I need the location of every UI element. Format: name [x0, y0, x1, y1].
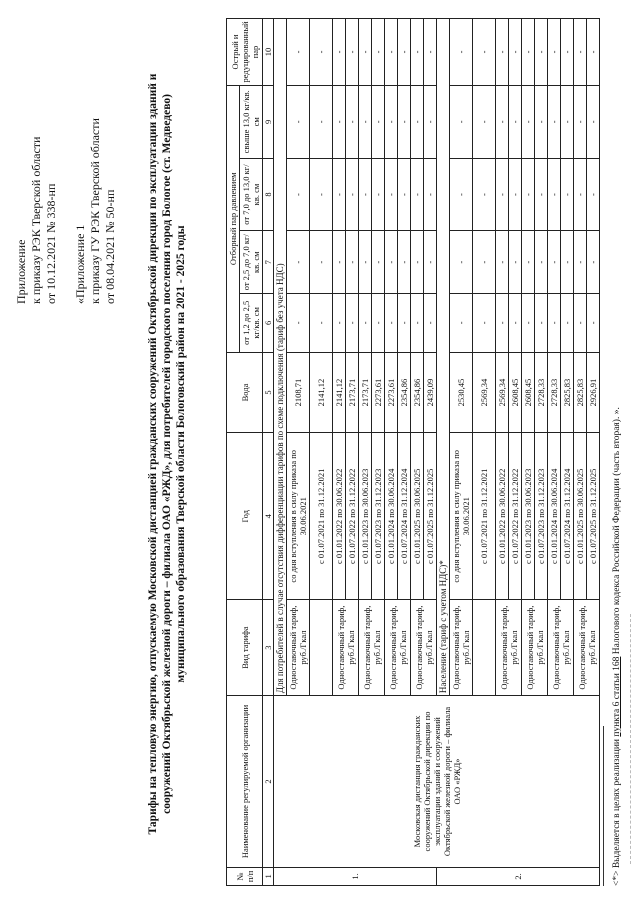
steam-value: - — [359, 85, 372, 158]
period-cell: с 01.07.2021 по 31.12.2021 — [473, 433, 496, 600]
steam-value: - — [372, 231, 385, 294]
water-value: 2608,45 — [522, 352, 535, 433]
steam-value: - — [346, 231, 359, 294]
col-number: 1 — [263, 867, 274, 885]
steam-value: - — [385, 231, 398, 294]
steam-value: - — [287, 294, 310, 353]
steam-value: - — [587, 85, 600, 158]
steam-value: - — [587, 158, 600, 231]
section-row — [274, 19, 287, 886]
column-number-row — [263, 19, 274, 886]
steam-value: - — [574, 19, 587, 86]
col-number: 7 — [263, 231, 274, 294]
steam-value: - — [411, 85, 424, 158]
steam-value: - — [574, 85, 587, 158]
steam-value: - — [574, 158, 587, 231]
water-value: 2173,71 — [346, 352, 359, 433]
steam-value: - — [310, 231, 333, 294]
steam-value: - — [496, 231, 509, 294]
water-value: 2608,45 — [509, 352, 522, 433]
steam-value: - — [372, 19, 385, 86]
steam-value: - — [450, 19, 473, 86]
steam-value: - — [333, 294, 346, 353]
steam-value: - — [574, 294, 587, 353]
water-value: 2530,45 — [450, 352, 473, 433]
water-value: 2926,91 — [587, 352, 600, 433]
steam-value: - — [496, 85, 509, 158]
steam-value: - — [509, 85, 522, 158]
col-header-p3: от 7,0 до 13,0 кг/кв. см — [240, 158, 263, 231]
steam-value: - — [535, 158, 548, 231]
water-value: 2273,61 — [372, 352, 385, 433]
steam-value: - — [548, 19, 561, 86]
steam-value: - — [535, 294, 548, 353]
col-number: 8 — [263, 158, 274, 231]
footnote-prefix: <*> Выделяется в целях реализации — [612, 736, 622, 886]
water-value: 2439,09 — [424, 352, 437, 433]
row-number: 1. — [274, 867, 437, 885]
organization-name: Московская дистанция гражданских сооружений Октябрьской дирекции по эксплуатации зданий и сооружений Октябрьской железной дороги – филиала ОАО «РЖД» — [274, 696, 600, 868]
water-value: 2569,34 — [496, 352, 509, 433]
steam-value: - — [587, 231, 600, 294]
steam-value: - — [509, 19, 522, 86]
period-cell: с 01.07.2023 по 31.12.2023 — [372, 433, 385, 600]
steam-value: - — [473, 158, 496, 231]
period-cell: со дня вступления в силу приказа по 30.06.2021 — [450, 433, 473, 600]
steam-value: - — [372, 294, 385, 353]
steam-value: - — [587, 19, 600, 86]
steam-value: - — [522, 231, 535, 294]
approval-header — [14, 44, 118, 304]
steam-value: - — [548, 231, 561, 294]
steam-value: - — [561, 294, 574, 353]
steam-value: - — [346, 294, 359, 353]
col-header-p1: от 1,2 до 2,5 кг/кв. см — [240, 294, 263, 353]
steam-value: - — [509, 294, 522, 353]
steam-value: - — [548, 85, 561, 158]
steam-value: - — [561, 231, 574, 294]
steam-value: - — [346, 85, 359, 158]
header-line: к приказу РЭК Тверской области — [29, 136, 43, 304]
steam-value: - — [411, 158, 424, 231]
section-label: Для потребителей в случае отсутствия дифференциации тарифов по схеме подключения (тариф без учета НДС) — [274, 19, 287, 696]
steam-value: - — [287, 19, 310, 86]
period-cell: с 01.01.2024 по 30.06.2024 — [385, 433, 398, 600]
steam-value: - — [385, 294, 398, 353]
period-cell: с 01.07.2025 по 31.12.2025 — [424, 433, 437, 600]
col-number: 6 — [263, 294, 274, 353]
steam-value: - — [310, 294, 333, 353]
footnote — [612, 407, 622, 886]
period-cell: с 01.07.2021 по 31.12.2021 — [310, 433, 333, 600]
tariff-type: Одноставочный тариф, руб./Гкал — [450, 600, 473, 696]
steam-value: - — [574, 231, 587, 294]
steam-value: - — [509, 158, 522, 231]
water-value: 2173,71 — [359, 352, 372, 433]
steam-value: - — [310, 19, 333, 86]
period-cell: с 01.07.2024 по 31.12.2024 — [398, 433, 411, 600]
header-line: «Приложение 1 — [73, 224, 87, 304]
steam-value: - — [385, 19, 398, 86]
water-value: 2728,33 — [535, 352, 548, 433]
steam-value: - — [535, 85, 548, 158]
steam-value: - — [424, 19, 437, 86]
steam-value: - — [473, 85, 496, 158]
steam-value: - — [398, 294, 411, 353]
steam-value: - — [587, 294, 600, 353]
header-line: Приложение — [14, 239, 28, 304]
period-cell: с 01.01.2022 по 30.06.2022 — [333, 433, 346, 600]
col-number: 10 — [263, 19, 274, 86]
steam-value: - — [496, 19, 509, 86]
footnote-divider — [603, 726, 604, 886]
period-cell: с 01.01.2023 по 30.06.2023 — [359, 433, 372, 600]
period-cell: с 01.01.2025 по 30.06.2025 — [411, 433, 424, 600]
col-header-water: Вода — [227, 352, 263, 433]
steam-value: - — [522, 158, 535, 231]
water-value: 2273,61 — [385, 352, 398, 433]
header-line: к приказу ГУ РЭК Тверской области — [88, 118, 102, 304]
steam-value: - — [333, 158, 346, 231]
title-line: сооружений Октябрьской железной дороги – филиала ОАО «РЖД», для потребителей городского поселения город Бологое (ст. Медведево) — [161, 94, 173, 814]
steam-value: - — [522, 85, 535, 158]
header-row — [227, 19, 240, 886]
steam-value: - — [473, 231, 496, 294]
steam-value: - — [548, 294, 561, 353]
steam-value: - — [385, 158, 398, 231]
col-header-p2: от 2,5 до 7,0 кг/кв. см — [240, 231, 263, 294]
period-cell: с 01.07.2022 по 31.12.2022 — [509, 433, 522, 600]
steam-value: - — [372, 85, 385, 158]
steam-value: - — [359, 158, 372, 231]
steam-value: - — [496, 294, 509, 353]
col-header-org: Наименование регулируемой организации — [227, 696, 263, 868]
water-value: 2108,71 — [287, 352, 310, 433]
steam-value: - — [372, 158, 385, 231]
period-cell: с 01.01.2025 по 30.06.2025 — [574, 433, 587, 600]
period-cell: с 01.07.2023 по 31.12.2023 — [535, 433, 548, 600]
steam-value: - — [509, 231, 522, 294]
tariff-type: Одноставочный тариф, руб./Гкал — [522, 600, 548, 696]
title-line: муниципального образования Тверской области Бологовский район на 2021 - 2025 годы — [175, 225, 187, 683]
steam-value: - — [548, 158, 561, 231]
steam-value: - — [535, 19, 548, 86]
period-cell: со дня вступления в силу приказа по 30.06.2021 — [287, 433, 310, 600]
period-cell: с 01.07.2024 по 31.12.2024 — [561, 433, 574, 600]
steam-value: - — [359, 19, 372, 86]
period-cell: с 01.01.2024 по 30.06.2024 — [548, 433, 561, 600]
steam-value: - — [333, 85, 346, 158]
steam-value: - — [398, 158, 411, 231]
steam-value: - — [287, 231, 310, 294]
scan-artifact-line — [630, 614, 631, 864]
header-line: от 08.04.2021 № 50-нп — [103, 189, 117, 304]
steam-value: - — [424, 294, 437, 353]
steam-value: - — [473, 19, 496, 86]
steam-value: - — [522, 19, 535, 86]
steam-value: - — [398, 19, 411, 86]
col-number: 2 — [263, 696, 274, 868]
steam-value: - — [411, 19, 424, 86]
steam-value: - — [310, 85, 333, 158]
col-header-sharp: Острый и редуцированный пар — [227, 19, 263, 86]
tariff-type: Одноставочный тариф, руб./Гкал — [385, 600, 411, 696]
water-value: 2728,33 — [548, 352, 561, 433]
steam-value: - — [450, 231, 473, 294]
steam-value: - — [424, 231, 437, 294]
period-cell: с 01.01.2023 по 30.06.2023 — [522, 433, 535, 600]
col-header-steam: Отборный пар давлением — [227, 85, 240, 352]
tariff-type: Одноставочный тариф, руб./Гкал — [333, 600, 359, 696]
header-line: от 10.12.2021 № 338-нп — [44, 183, 58, 304]
col-header-num: № п/п — [227, 867, 263, 885]
steam-value: - — [411, 231, 424, 294]
col-number: 3 — [263, 600, 274, 696]
steam-value: - — [398, 231, 411, 294]
steam-value: - — [561, 19, 574, 86]
steam-value: - — [561, 85, 574, 158]
steam-value: - — [450, 85, 473, 158]
water-value: 2354,86 — [398, 352, 411, 433]
col-number: 9 — [263, 85, 274, 158]
steam-value: - — [473, 294, 496, 353]
steam-value: - — [561, 158, 574, 231]
col-number: 4 — [263, 433, 274, 600]
tariff-type: Одноставочный тариф, руб./Гкал — [548, 600, 574, 696]
col-header-type: Вид тарифа — [227, 600, 263, 696]
steam-value: - — [346, 158, 359, 231]
section-label: Население (тариф с учетом НДС)* — [437, 19, 450, 696]
tariff-type: Одноставочный тариф, руб./Гкал — [496, 600, 522, 696]
row-number: 2. — [437, 867, 600, 885]
steam-value: - — [385, 85, 398, 158]
water-value: 2141,12 — [333, 352, 346, 433]
steam-value: - — [333, 19, 346, 86]
steam-value: - — [287, 158, 310, 231]
steam-value: - — [346, 19, 359, 86]
steam-value: - — [411, 294, 424, 353]
water-value: 2825,83 — [574, 352, 587, 433]
footnote-suffix: Налогового кодекса Российской Федерации (часть вторая). ». — [612, 407, 622, 657]
tariff-type: Одноставочный тариф, руб./Гкал — [359, 600, 385, 696]
steam-value: - — [450, 158, 473, 231]
col-header-p4: свыше 13,0 кг/кв. см — [240, 85, 263, 158]
water-value: 2825,83 — [561, 352, 574, 433]
title-line: Тарифы на тепловую энергию, отпускаемую Московской дистанцией гражданских сооружений Октябрьской дирекции по эксплуатации зданий и — [147, 73, 159, 835]
period-cell: с 01.07.2025 по 31.12.2025 — [587, 433, 600, 600]
period-cell: с 01.07.2022 по 31.12.2022 — [346, 433, 359, 600]
steam-value: - — [398, 85, 411, 158]
steam-value: - — [424, 85, 437, 158]
tariff-type: Одноставочный тариф, руб./Гкал — [287, 600, 310, 696]
steam-value: - — [535, 231, 548, 294]
tariff-table — [226, 18, 600, 886]
steam-value: - — [359, 294, 372, 353]
footnote-link[interactable]: пункта 6 статьи 168 — [612, 656, 622, 737]
steam-value: - — [450, 294, 473, 353]
steam-value: - — [522, 294, 535, 353]
steam-value: - — [310, 158, 333, 231]
water-value: 2141,12 — [310, 352, 333, 433]
tariff-type: Одноставочный тариф, руб./Гкал — [574, 600, 600, 696]
steam-value: - — [424, 158, 437, 231]
col-header-year: Год — [227, 433, 263, 600]
water-value: 2354,86 — [411, 352, 424, 433]
steam-value: - — [333, 231, 346, 294]
water-value: 2569,34 — [473, 352, 496, 433]
steam-value: - — [496, 158, 509, 231]
document-title — [146, 44, 188, 864]
col-number: 5 — [263, 352, 274, 433]
period-cell: с 01.01.2022 по 30.06.2022 — [496, 433, 509, 600]
steam-value: - — [359, 231, 372, 294]
steam-value: - — [287, 85, 310, 158]
tariff-type: Одноставочный тариф, руб./Гкал — [411, 600, 437, 696]
